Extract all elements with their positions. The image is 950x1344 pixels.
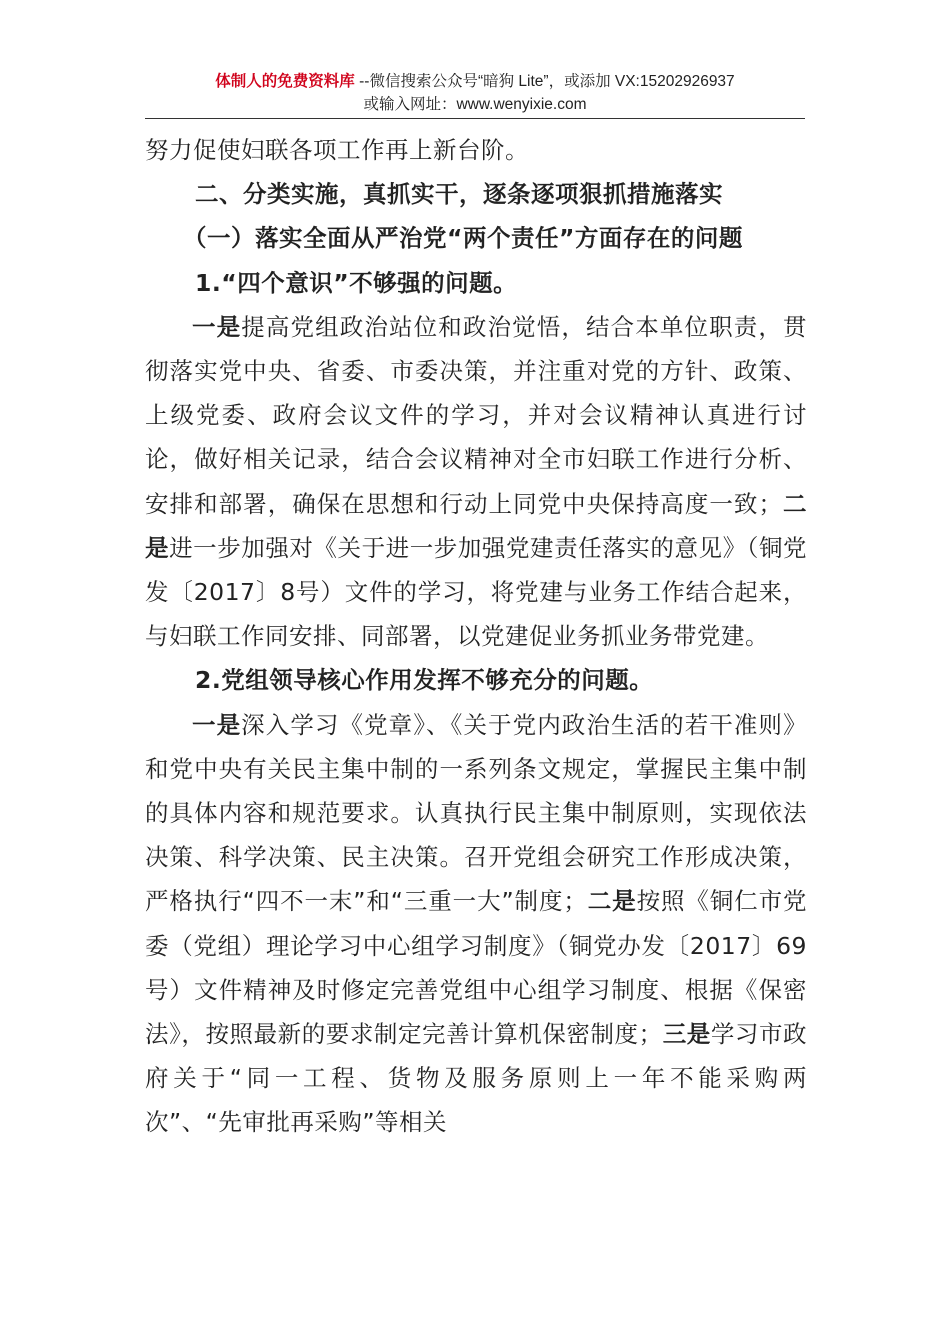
header-website: 或输入网址：www.wenyixie.com	[363, 96, 587, 113]
lead-2: 二是	[587, 887, 637, 916]
subsection-heading-1: （一）落实全面从严治党“两个责任”方面存在的问题	[183, 224, 743, 253]
text-2: 进一步加强对《关于进一步加强党建责任落实的意见》（铜党发〔2017〕8号）文件的学习，将党建与业务工作结合起来，与妇联工作同安排、同部署，以党建促业务抓业务带党建。	[145, 533, 808, 651]
lead-1: 一是	[192, 312, 242, 341]
header-line-1	[145, 70, 805, 93]
header-contact: --微信搜索公众号“暗狗 Lite”，或添加 VX:15202926937	[354, 73, 735, 90]
text-1: 提高党组政治站位和政治觉悟，结合本单位职责，贯彻落实党中央、省委、市委决策，并注重对党的方针、政策、上级党委、政府会议文件的学习，并对会议精神认真进行讨论，做好相关记录，结合会议精神对全市妇联工作进行分析、安排和部署，确保在思想和行动上同党中央保持高度一致；	[145, 312, 807, 518]
paragraph-item-2	[145, 703, 807, 1145]
text-1: 深入学习《党章》、《关于党内政治生活的若干准则》和党中央有关民主集中制的一系列条文规定，掌握民主集中制的具体内容和规范要求。认真执行民主集中制原则，实现依法决策、科学决策、民主决策。召开党组会研究工作形成决策，严格执行“四不一末”和“三重一大”制度；	[145, 710, 808, 916]
page-header	[145, 70, 805, 116]
lead-3: 三是	[662, 1020, 711, 1049]
paragraph-item-1	[145, 305, 807, 659]
text-2: 按照《铜仁市党委（党组）理论学习中心组学习制度》（铜党办发〔2017〕69号）文件精神及时修定完善党组中心组学习制度、根据《保密法》，按照最新的要求制定完善计算机保密制度；	[145, 887, 808, 1049]
item-heading-1: 1.“四个意识”不够强的问题。	[195, 268, 518, 297]
text-3: 学习市政府关于“同一工程、货物及服务原则上一年不能采购两次”、“先审批再采购”等相关	[145, 1020, 808, 1137]
header-brand: 体制人的免费资料库	[215, 73, 355, 90]
paragraph-continuation: 努力促使妇联各项工作再上新台阶。	[145, 136, 529, 164]
lead-2: 二是	[145, 489, 808, 562]
lead-1: 一是	[192, 710, 242, 739]
document-body	[145, 128, 807, 1145]
item-heading-2: 2.党组领导核心作用发挥不够充分的问题。	[195, 666, 654, 695]
section-heading-2: 二、分类实施，真抓实干，逐条逐项狠抓措施落实	[195, 180, 723, 209]
header-divider	[145, 118, 805, 119]
